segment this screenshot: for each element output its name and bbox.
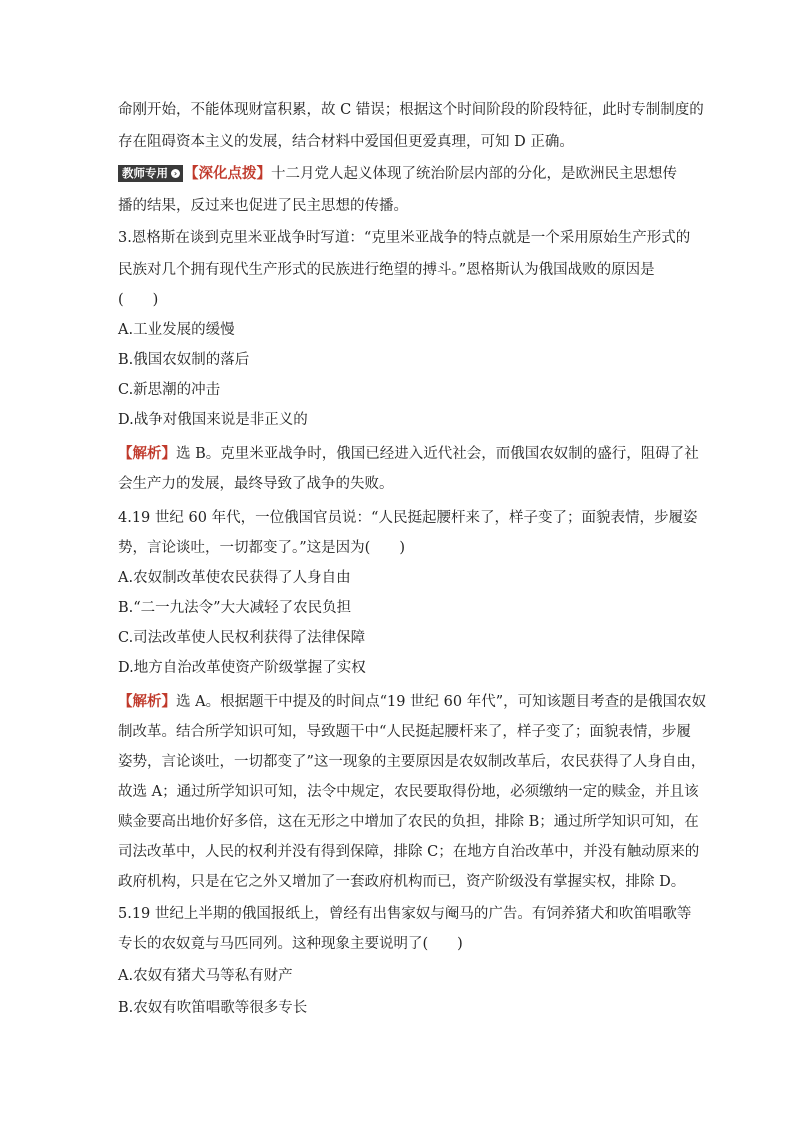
text-line: 政府机构，只是在它之外又增加了一套政府机构而已，资产阶级没有掌握实权，排除 D。 [118, 874, 686, 890]
question-3-stem: 3.恩格斯在谈到克里米亚战争时写道：“克里米亚战争的特点就是一个采用原始生产形式的 [118, 230, 691, 246]
deepen-note-line [118, 164, 677, 184]
text-line: 播的结果，反过来也促进了民主思想的传播。 [118, 198, 408, 214]
question-4-stem: 势，言论谈吐，一切都变了。”这是因为( ) [118, 540, 405, 556]
option-b: B.“二一九法令”大大减轻了农民负担 [118, 600, 352, 616]
text-line: 姿势，言论谈吐，一切都变了”这一现象的主要原因是农奴制改革后，农民获得了人身自由， [118, 754, 706, 770]
analysis-text: 选 A。根据题干中提及的时间点“19 世纪 60 年代”，可知该题目考查的是俄国农奴 [176, 694, 707, 710]
option-d: D.战争对俄国来说是非正义的 [118, 412, 308, 428]
option-c: C.司法改革使人民权利获得了法律保障 [118, 630, 366, 646]
teacher-only-tag [118, 165, 183, 182]
text-line: 赎金要高出地价好多倍，这在无形之中增加了农民的负担，排除 B；通过所学知识可知，在 [118, 814, 699, 830]
text-line: 司法改革中，人民的权利并没有得到保障，排除 C；在地方自治改革中，并没有触动原来的 [118, 844, 700, 860]
option-d: D.地方自治改革使资产阶级掌握了实权 [118, 660, 366, 676]
text-line: 会生产力的发展，最终导致了战争的失败。 [118, 476, 394, 492]
option-a: A.农奴制改革使农民获得了人身自由 [118, 570, 351, 586]
arrow-icon: › [171, 169, 180, 178]
option-b: B.农奴有吹笛唱歌等很多专长 [118, 1000, 308, 1016]
text-line: 制改革。结合所学知识可知，导致题干中“人民挺起腰杆来了，样子变了；面貌表情，步履 [118, 724, 691, 740]
analysis-4 [118, 692, 706, 712]
analysis-text: 选 B。克里米亚战争时，俄国已经进入近代社会，而俄国农奴制的盛行，阻碍了社 [176, 446, 699, 462]
text-line: 命刚开始，不能体现财富积累，故 C 错误；根据这个时间阶段的阶段特征，此时专制制度的 [118, 102, 704, 118]
option-a: A.工业发展的缓慢 [118, 322, 235, 338]
deepen-text: 十二月党人起义体现了统治阶层内部的分化，是欧洲民主思想传 [271, 166, 677, 182]
option-a: A.农奴有猪犬马等私有财产 [118, 968, 293, 984]
teacher-tag-text: 教师专用 [122, 166, 168, 180]
deepen-label: 【深化点拨】 [184, 165, 271, 182]
question-4-stem: 4.19 世纪 60 年代，一位俄国官员说：“人民挺起腰杆来了，样子变了；面貌表情，步履姿 [118, 510, 698, 526]
option-b: B.俄国农奴制的落后 [118, 352, 250, 368]
answer-blank: ( ) [118, 292, 159, 308]
question-5-stem: 专长的农奴竟与马匹同列。这种现象主要说明了( ) [118, 936, 463, 952]
analysis-3 [118, 444, 699, 464]
text-line: 故选 A；通过所学知识可知，法令中规定，农民要取得份地，必须缴纳一定的赎金，并且该 [118, 784, 699, 800]
question-5-stem: 5.19 世纪上半期的俄国报纸上，曾经有出售家奴与阉马的广告。有饲养猪犬和吹笛唱歌等 [118, 906, 692, 922]
text-line: 存在阻碍资本主义的发展，结合材料中爱国但更爱真理，可知 D 正确。 [118, 134, 574, 150]
question-3-stem: 民族对几个拥有现代生产形式的民族进行绝望的搏斗。”恩格斯认为俄国战败的原因是 [118, 262, 655, 278]
option-c: C.新思潮的冲击 [118, 382, 221, 398]
analysis-label: 【解析】 [118, 693, 176, 710]
analysis-label: 【解析】 [118, 445, 176, 462]
